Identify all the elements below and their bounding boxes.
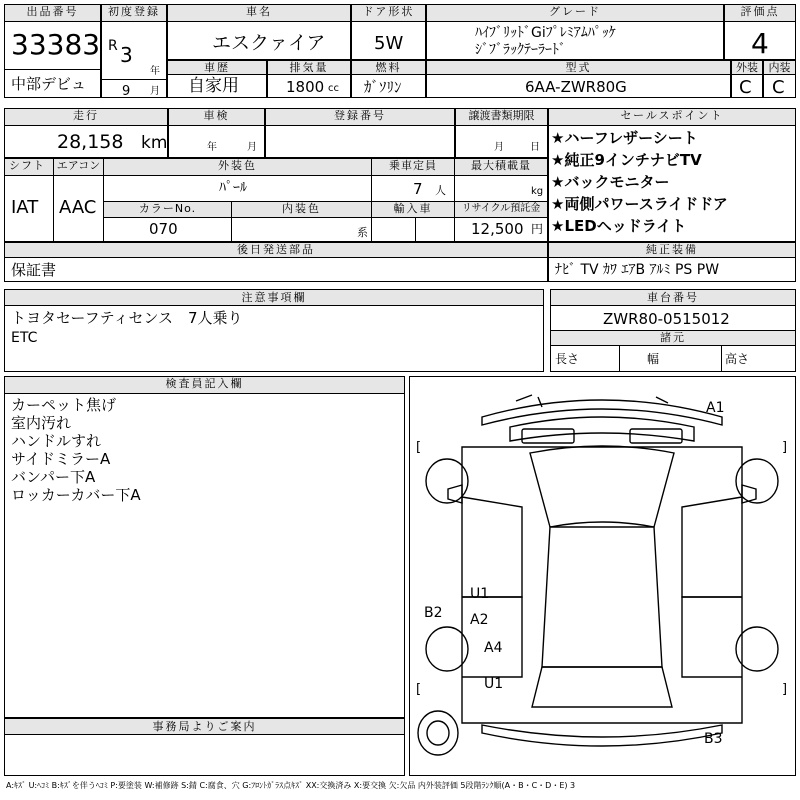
car-name: エスクァイア (212, 32, 326, 54)
displacement-value: 1800 (286, 78, 325, 96)
genuine-equipment-block (548, 242, 796, 282)
inspector-note: 室内汚れ (11, 414, 72, 432)
mileage-value: 28,158 (57, 131, 124, 153)
era-label: R (108, 38, 118, 54)
mileage-header: 走行 (5, 109, 167, 126)
body-outline (462, 447, 742, 723)
spare-tire-hub-outline (427, 721, 449, 745)
reg-year-unit: 年 (150, 66, 160, 77)
capacity-header: 乗車定員 (372, 159, 454, 175)
model-value: 6AA-ZWR80G (525, 78, 627, 96)
legend-text: A:ｷｽﾞ U:ﾍｺﾐ B:ｷｽﾞを伴うﾍｺﾐ P:要塗装 W:補修跡 S:錆 C:腐食、穴 G:ﾌﾛﾝﾄｶﾞﾗｽ点ｷｽﾞ XX:交換済み X:要交換 欠:欠品 内外装評価 5段階ﾗﾝｸ順(A・B・C・D・E) 3 (6, 781, 576, 790)
registration-number-header: 登録番号 (266, 109, 454, 126)
office-info-block (4, 718, 405, 776)
ext-color-header: 外装色 (104, 159, 371, 175)
left-rear-door-outline (462, 597, 522, 677)
front-bumper-outline (482, 400, 725, 425)
color-no-value: 070 (149, 220, 178, 238)
history-block (167, 60, 267, 98)
car-name-block (167, 4, 351, 60)
left-mirror-outline (448, 485, 462, 503)
notes-header: 注意事項欄 (5, 290, 543, 306)
interior-grade-header: 内装 (764, 61, 795, 75)
reg-year: 3 (120, 43, 133, 67)
width-label: 幅 (647, 352, 660, 366)
transfer-deadline-block (455, 108, 548, 158)
right-front-door-outline (682, 497, 742, 597)
notes-block (4, 289, 544, 372)
grade-line-1: ﾊｲﾌﾞﾘｯﾄﾞGiﾌﾟﾚﾐｱﾑﾊﾟｯｹ (475, 25, 616, 41)
sales-point: ★ハーフレザーシート (551, 129, 698, 147)
mark-left-front: B2 (424, 605, 443, 621)
aircon-header: エアコン (54, 159, 103, 175)
inspector-notes-header: 検査員記入欄 (5, 377, 404, 394)
recycle-header: リサイクル預託金 (455, 202, 547, 217)
first-registration-block (101, 4, 167, 98)
displacement-unit: cc (328, 83, 339, 94)
mark-front-fender: A2 (470, 612, 489, 628)
color-no-header: カラーNo. (104, 202, 231, 217)
model-block (426, 60, 731, 98)
roof-outline (542, 527, 662, 667)
sales-points-header: セールスポイント (549, 109, 795, 126)
inspector-note: バンパー下A (11, 468, 96, 486)
bracket-right-rear: ] (782, 682, 788, 697)
first-registration-header: 初度登録 (102, 5, 166, 22)
door-type: 5W (374, 33, 404, 54)
sales-point: ★純正9インチナビTV (551, 151, 702, 169)
score-header: 評価点 (725, 5, 795, 22)
bracket-right-front: ] (782, 440, 788, 455)
recycle-unit: 円 (531, 222, 544, 236)
fuel-block (351, 60, 426, 98)
interior-grade: C (772, 77, 785, 98)
interior-grade-block (763, 60, 796, 98)
exterior-grade: C (739, 77, 752, 98)
shift-header: シフト (5, 159, 53, 175)
reg-month-unit: 月 (150, 86, 160, 97)
later-parts-header: 後日発送部品 (5, 243, 547, 258)
windshield-outline (530, 446, 674, 527)
grade-header: グレード (427, 5, 723, 22)
grade-line-2: ｼﾞﾌﾞﾗｯｸﾃｰﾗｰﾄﾞ (475, 42, 566, 58)
displacement-header: 排気量 (268, 61, 350, 75)
fuel-header: 燃料 (352, 61, 425, 75)
damage-diagram (409, 376, 796, 776)
mark-door-area: A4 (484, 640, 503, 656)
later-parts-block (4, 242, 548, 282)
chassis-header: 車台番号 (551, 290, 795, 306)
sales-points-block (548, 108, 796, 242)
inspector-note: ハンドルすれ (11, 432, 102, 450)
sales-point: ★両側パワースライドドア (551, 195, 728, 213)
aircon-value: AAC (59, 197, 97, 218)
spec-block (4, 158, 548, 242)
lot-number-block (4, 4, 101, 98)
left-front-door-outline (462, 497, 522, 597)
sales-point: ★LEDヘッドライト (551, 217, 687, 235)
history-value: 自家用 (188, 76, 239, 96)
int-color-header: 内装色 (232, 202, 371, 217)
mileage-block (4, 108, 168, 158)
debut-label: 中部デビュ (11, 75, 87, 93)
fuel-value: ｶﾞｿﾘﾝ (364, 78, 402, 96)
right-rear-door-outline (682, 597, 742, 677)
displacement-block (267, 60, 351, 98)
score-block (724, 4, 796, 60)
score-value: 4 (751, 27, 769, 60)
model-header: 型式 (427, 61, 730, 75)
height-label: 高さ (725, 352, 750, 366)
lot-number: 33383 (11, 28, 101, 61)
inspection-block (168, 108, 265, 158)
shift-value: IAT (11, 197, 39, 218)
max-load-unit: kg (531, 186, 544, 197)
later-parts-value: 保証書 (11, 261, 57, 279)
mark-front-bumper: A1 (706, 400, 725, 416)
spare-tire-outline (418, 711, 458, 755)
notes-line-2: ETC (11, 330, 38, 346)
notes-line-1: トヨタセーフティセンス 7人乗り (11, 309, 243, 327)
inspector-notes-block (4, 376, 405, 718)
right-mirror-outline (742, 485, 756, 503)
bracket-left-front: [ (416, 440, 422, 455)
lot-number-header: 出品番号 (5, 5, 100, 22)
int-color-suffix: 系 (357, 226, 368, 239)
mark-rear-bumper: B3 (704, 731, 723, 747)
office-info-header: 事務局よりご案内 (5, 719, 404, 735)
ext-color-value: ﾊﾟｰﾙ (219, 180, 247, 196)
capacity-unit: 人 (435, 184, 446, 197)
max-load-header: 最大積載量 (455, 159, 547, 175)
inspector-note: サイドミラーA (11, 450, 111, 468)
exterior-grade-header: 外装 (732, 61, 762, 75)
history-header: 車歴 (168, 61, 266, 75)
reg-month: 9 (122, 84, 131, 99)
inspector-note: ロッカーカバー下A (11, 486, 141, 504)
genuine-equipment-header: 純正装備 (549, 243, 795, 258)
mark-rear-side: U1 (484, 676, 504, 692)
length-label: 長さ (555, 352, 580, 366)
rear-bumper-outline (482, 725, 722, 746)
car-name-header: 車名 (168, 5, 350, 22)
dimensions-header: 諸元 (551, 331, 795, 346)
rear-glass-outline (532, 667, 672, 707)
bracket-left-rear: [ (416, 682, 422, 697)
grade-block (426, 4, 724, 60)
inspector-note: カーペット焦げ (11, 396, 117, 414)
door-block (351, 4, 426, 60)
transfer-day-unit: 日 (530, 142, 540, 153)
door-header: ドア形状 (352, 5, 425, 22)
transfer-month-unit: 月 (494, 142, 504, 153)
inspection-header: 車検 (169, 109, 264, 126)
exterior-grade-block (731, 60, 763, 98)
inspection-year-unit: 年 (207, 142, 217, 153)
inspection-month-unit: 月 (247, 142, 257, 153)
transfer-deadline-header: 譲渡書類期限 (456, 109, 547, 126)
chassis-number: ZWR80-0515012 (603, 310, 730, 328)
chassis-block (550, 289, 796, 372)
recycle-value: 12,500 (471, 220, 524, 238)
mark-hood-area: U1 (470, 586, 490, 602)
import-header: 輸入車 (372, 202, 454, 217)
genuine-equipment-value: ﾅﾋﾞ TV ｶﾜ ｴｱB ｱﾙﾐ PS PW (555, 262, 720, 278)
sales-point: ★バックモニター (551, 173, 670, 191)
registration-number-block (265, 108, 455, 158)
vehicle-outline-diagram (410, 377, 795, 775)
mileage-unit: km (141, 133, 168, 153)
capacity-value: 7 (413, 180, 423, 198)
